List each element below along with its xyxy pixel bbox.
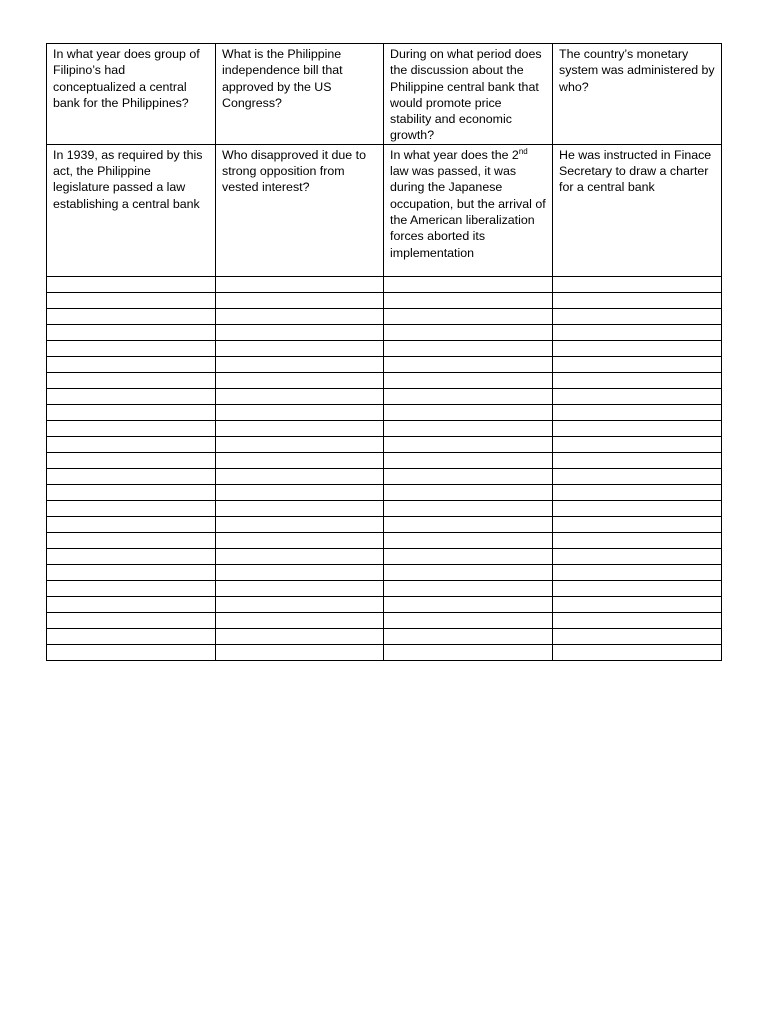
blank-cell[interactable] bbox=[47, 340, 216, 356]
blank-cell[interactable] bbox=[47, 292, 216, 308]
blank-cell[interactable] bbox=[553, 324, 722, 340]
blank-cell[interactable] bbox=[47, 564, 216, 580]
table-cell[interactable]: He was instructed in Finace Secretary to draw a charter for a central bank bbox=[553, 144, 722, 276]
blank-cell[interactable] bbox=[47, 580, 216, 596]
blank-cell[interactable] bbox=[384, 276, 553, 292]
blank-cell[interactable] bbox=[384, 340, 553, 356]
blank-cell[interactable] bbox=[384, 564, 553, 580]
blank-cell[interactable] bbox=[47, 388, 216, 404]
blank-cell[interactable] bbox=[553, 516, 722, 532]
blank-cell[interactable] bbox=[553, 308, 722, 324]
blank-cell[interactable] bbox=[384, 612, 553, 628]
blank-cell[interactable] bbox=[384, 596, 553, 612]
blank-cell[interactable] bbox=[47, 596, 216, 612]
table-row-blank bbox=[47, 340, 722, 356]
blank-cell[interactable] bbox=[216, 340, 384, 356]
table-row-blank bbox=[47, 580, 722, 596]
table-row-blank bbox=[47, 356, 722, 372]
blank-cell[interactable] bbox=[216, 276, 384, 292]
blank-cell[interactable] bbox=[216, 580, 384, 596]
blank-cell[interactable] bbox=[47, 484, 216, 500]
blank-cell[interactable] bbox=[384, 388, 553, 404]
blank-cell[interactable] bbox=[47, 308, 216, 324]
blank-cell[interactable] bbox=[553, 372, 722, 388]
blank-cell[interactable] bbox=[216, 324, 384, 340]
blank-cell[interactable] bbox=[216, 644, 384, 660]
table-row-blank bbox=[47, 420, 722, 436]
blank-cell[interactable] bbox=[553, 484, 722, 500]
blank-cell[interactable] bbox=[216, 500, 384, 516]
blank-cell[interactable] bbox=[47, 468, 216, 484]
blank-cell[interactable] bbox=[216, 516, 384, 532]
blank-cell[interactable] bbox=[47, 516, 216, 532]
blank-cell[interactable] bbox=[47, 404, 216, 420]
blank-cell[interactable] bbox=[384, 292, 553, 308]
blank-cell[interactable] bbox=[216, 420, 384, 436]
blank-cell[interactable] bbox=[216, 564, 384, 580]
cell-text: In what year does the 2 bbox=[390, 147, 519, 162]
blank-cell[interactable] bbox=[384, 644, 553, 660]
blank-cell[interactable] bbox=[553, 292, 722, 308]
blank-cell[interactable] bbox=[553, 580, 722, 596]
blank-cell[interactable] bbox=[47, 420, 216, 436]
table-cell[interactable]: During on what period does the discussion about the Philippine central bank that would promote price stability and economic growth? bbox=[384, 44, 553, 145]
blank-cell[interactable] bbox=[47, 500, 216, 516]
blank-cell[interactable] bbox=[384, 532, 553, 548]
blank-cell[interactable] bbox=[384, 628, 553, 644]
blank-cell[interactable] bbox=[553, 388, 722, 404]
blank-cell[interactable] bbox=[553, 612, 722, 628]
blank-cell[interactable] bbox=[384, 548, 553, 564]
blank-cell[interactable] bbox=[47, 324, 216, 340]
blank-cell[interactable] bbox=[216, 292, 384, 308]
blank-cell[interactable] bbox=[384, 436, 553, 452]
blank-cell[interactable] bbox=[553, 436, 722, 452]
table-row-blank bbox=[47, 436, 722, 452]
table-row-blank bbox=[47, 612, 722, 628]
blank-cell[interactable] bbox=[553, 644, 722, 660]
blank-cell[interactable] bbox=[216, 596, 384, 612]
blank-cell[interactable] bbox=[553, 596, 722, 612]
blank-cell[interactable] bbox=[553, 452, 722, 468]
blank-cell[interactable] bbox=[384, 420, 553, 436]
blank-cell[interactable] bbox=[216, 452, 384, 468]
blank-cell[interactable] bbox=[216, 532, 384, 548]
blank-cell[interactable] bbox=[216, 484, 384, 500]
blank-cell[interactable] bbox=[47, 356, 216, 372]
blank-cell[interactable] bbox=[384, 324, 553, 340]
blank-cell[interactable] bbox=[47, 532, 216, 548]
blank-cell[interactable] bbox=[47, 612, 216, 628]
table-row-blank bbox=[47, 292, 722, 308]
table-row-blank bbox=[47, 324, 722, 340]
blank-cell[interactable] bbox=[553, 500, 722, 516]
worksheet-table bbox=[46, 43, 722, 661]
table-cell[interactable] bbox=[384, 144, 553, 276]
table-row-blank bbox=[47, 564, 722, 580]
blank-cell[interactable] bbox=[216, 308, 384, 324]
table-cell[interactable]: The country’s monetary system was administered by who? bbox=[553, 44, 722, 145]
table-row-blank bbox=[47, 452, 722, 468]
table-row-blank bbox=[47, 532, 722, 548]
blank-cell[interactable] bbox=[216, 372, 384, 388]
blank-cell[interactable] bbox=[553, 420, 722, 436]
blank-cell[interactable] bbox=[553, 356, 722, 372]
blank-cell[interactable] bbox=[553, 628, 722, 644]
blank-cell[interactable] bbox=[553, 340, 722, 356]
blank-cell[interactable] bbox=[384, 308, 553, 324]
blank-cell[interactable] bbox=[216, 404, 384, 420]
blank-cell[interactable] bbox=[47, 276, 216, 292]
blank-cell[interactable] bbox=[384, 500, 553, 516]
table-cell[interactable]: In what year does group of Filipino’s had conceptualized a central bank for the Philippines? bbox=[47, 44, 216, 145]
table-row-blank bbox=[47, 516, 722, 532]
table-cell[interactable]: In 1939, as required by this act, the Philippine legislature passed a law establishing a central bank bbox=[47, 144, 216, 276]
table-row-blank bbox=[47, 484, 722, 500]
table-row-questions bbox=[47, 44, 722, 145]
blank-cell[interactable] bbox=[384, 468, 553, 484]
blank-cell[interactable] bbox=[384, 452, 553, 468]
table-row-statements bbox=[47, 144, 722, 276]
blank-cell[interactable] bbox=[553, 548, 722, 564]
blank-cell[interactable] bbox=[384, 372, 553, 388]
table-row-blank bbox=[47, 388, 722, 404]
blank-cell[interactable] bbox=[553, 276, 722, 292]
blank-cell[interactable] bbox=[384, 356, 553, 372]
table-row-blank bbox=[47, 628, 722, 644]
table-cell[interactable]: What is the Philippine independence bill that approved by the US Congress? bbox=[216, 44, 384, 145]
blank-cell[interactable] bbox=[384, 404, 553, 420]
blank-cell[interactable] bbox=[47, 372, 216, 388]
blank-cell[interactable] bbox=[553, 532, 722, 548]
blank-cell[interactable] bbox=[384, 580, 553, 596]
blank-cell[interactable] bbox=[216, 388, 384, 404]
blank-cell[interactable] bbox=[553, 468, 722, 484]
table-row-blank bbox=[47, 500, 722, 516]
cell-text: law was passed, it was during the Japanese occupation, but the arrival of the American liberalization forces aborted its implementation bbox=[390, 164, 546, 260]
table-cell[interactable]: Who disapproved it due to strong opposition from vested interest? bbox=[216, 144, 384, 276]
blank-cell[interactable] bbox=[216, 612, 384, 628]
table-row-blank bbox=[47, 644, 722, 660]
blank-cell[interactable] bbox=[216, 436, 384, 452]
blank-cell[interactable] bbox=[553, 404, 722, 420]
blank-cell[interactable] bbox=[47, 436, 216, 452]
table-row-blank bbox=[47, 468, 722, 484]
blank-cell[interactable] bbox=[216, 548, 384, 564]
table-row-blank bbox=[47, 596, 722, 612]
table-row-blank bbox=[47, 404, 722, 420]
blank-cell[interactable] bbox=[384, 516, 553, 532]
blank-cell[interactable] bbox=[216, 356, 384, 372]
blank-cell[interactable] bbox=[553, 564, 722, 580]
blank-cell[interactable] bbox=[384, 484, 553, 500]
blank-cell[interactable] bbox=[47, 644, 216, 660]
table-row-blank bbox=[47, 276, 722, 292]
blank-cell[interactable] bbox=[47, 628, 216, 644]
table-row-blank bbox=[47, 372, 722, 388]
blank-cell[interactable] bbox=[47, 452, 216, 468]
blank-cell[interactable] bbox=[216, 468, 384, 484]
worksheet-body bbox=[47, 44, 722, 661]
blank-cell[interactable] bbox=[216, 628, 384, 644]
superscript-ordinal: nd bbox=[518, 146, 528, 156]
table-row-blank bbox=[47, 548, 722, 564]
blank-cell[interactable] bbox=[47, 548, 216, 564]
table-row-blank bbox=[47, 308, 722, 324]
